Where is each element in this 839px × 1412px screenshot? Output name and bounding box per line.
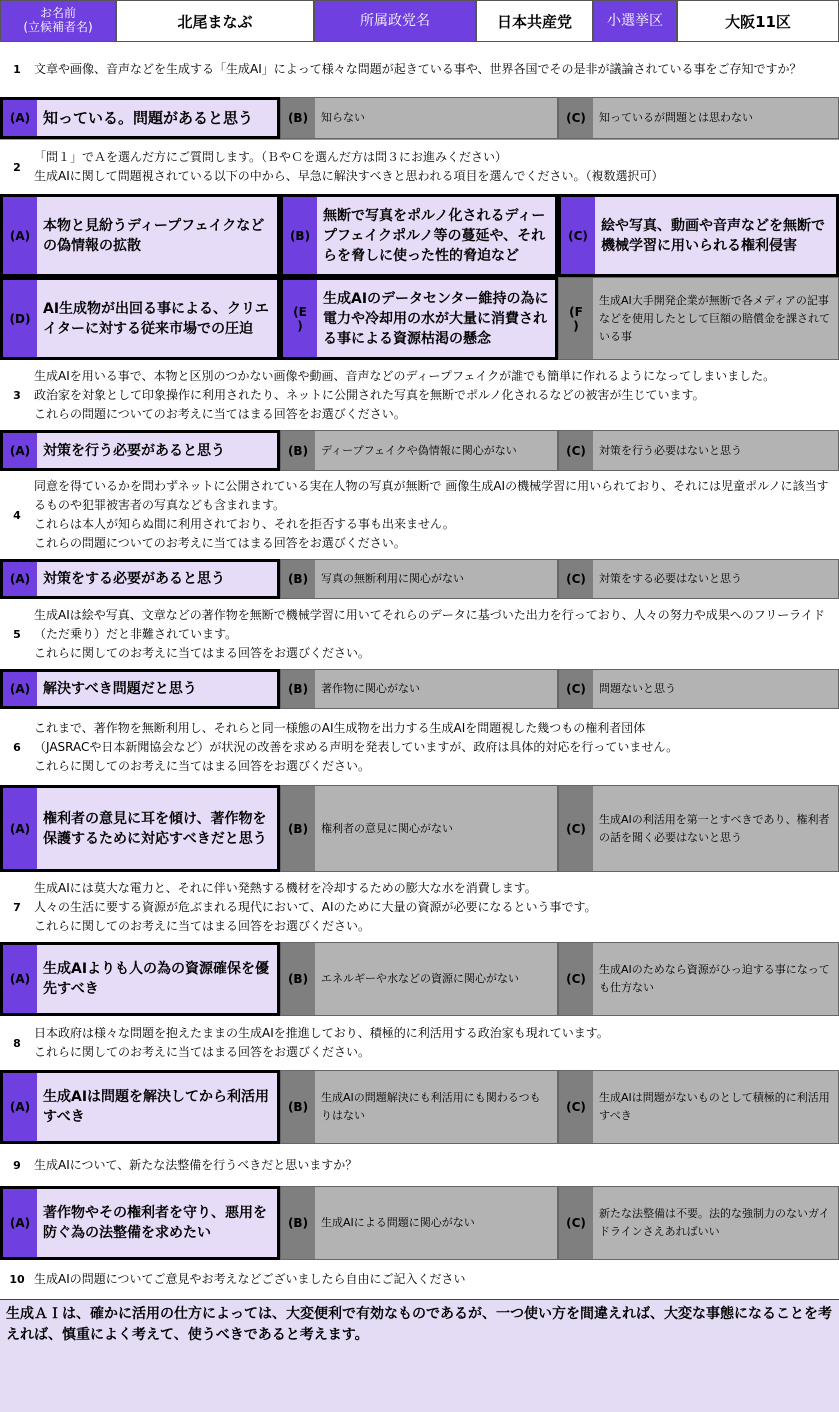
answer-option[interactable]: [558, 1186, 839, 1260]
answers-3: [0, 430, 839, 471]
option-letter: (B): [281, 1187, 315, 1259]
party-label: 所属政党名: [314, 0, 476, 42]
option-text: AI生成物が出回る事による、クリエイターに対する従来市場での圧迫: [37, 280, 277, 357]
answer-option[interactable]: [280, 97, 558, 139]
answer-option[interactable]: [0, 194, 280, 277]
option-text: 知っているが問題とは思わない: [593, 98, 838, 138]
answers-9: [0, 1186, 839, 1260]
option-letter: (C): [561, 197, 595, 274]
question-1: [0, 42, 839, 97]
party-name: 日本共産党: [476, 0, 593, 42]
answer-option[interactable]: [0, 97, 280, 139]
question-text: 生成AIについて、新たな法整備を行うべきだと思いますか？: [34, 1157, 358, 1172]
district-name: 大阪11区: [677, 0, 839, 42]
option-text: 対策をする必要はないと思う: [593, 560, 838, 598]
answers-1: [0, 97, 839, 139]
option-text: 解決すべき問題だと思う: [37, 672, 277, 706]
option-letter: (A): [3, 100, 37, 136]
question-7: [0, 872, 839, 942]
option-text: 知らない: [315, 98, 557, 138]
option-text: 知っている。問題があると思う: [37, 100, 277, 136]
option-letter: (B): [281, 670, 315, 708]
question-number: 8: [13, 1036, 21, 1050]
answer-option[interactable]: [280, 1070, 558, 1144]
option-letter: (B): [281, 98, 315, 138]
answer-option[interactable]: [0, 1070, 280, 1144]
answer-option[interactable]: [558, 277, 839, 360]
answer-option[interactable]: [558, 669, 839, 709]
answers-2-top: [0, 194, 839, 277]
option-letter: (B): [281, 943, 315, 1015]
option-letter: (B): [281, 786, 315, 871]
option-letter: (B): [281, 560, 315, 598]
option-letter: (C): [559, 98, 593, 138]
option-text: 著作物に関心がない: [315, 670, 557, 708]
answer-option[interactable]: [558, 785, 839, 872]
option-text: 生成AIのためなら資源がひっ迫する事になっても仕方ない: [593, 943, 838, 1015]
answer-option[interactable]: [558, 430, 839, 471]
option-text: 著作物やその権利者を守り、悪用を防ぐ為の法整備を求めたい: [37, 1189, 277, 1257]
question-number: 2: [13, 160, 21, 174]
option-text: 写真の無断利用に関心がない: [315, 560, 557, 598]
candidate-name: 北尾まなぶ: [116, 0, 314, 42]
option-text: 生成AIは問題がないものとして積極的に利活用すべき: [593, 1071, 838, 1143]
option-text: 対策をする必要があると思う: [37, 562, 277, 596]
answer-option[interactable]: [280, 1186, 558, 1260]
answer-option[interactable]: [0, 277, 280, 360]
option-text: エネルギーや水などの資源に関心がない: [315, 943, 557, 1015]
option-text: 生成AIは問題を解決してから利活用すべき: [37, 1073, 277, 1141]
option-letter: (A): [3, 1189, 37, 1257]
question-text: 文章や画像、音声などを生成する「生成AI」によって様々な問題が起きている事や、世界各国でその是非が議論されている事をご存知ですか？: [34, 62, 802, 76]
option-letter: (A): [3, 197, 37, 274]
answers-5: [0, 669, 839, 709]
option-text: 無断で写真をポルノ化されるディープフェイクポルノ等の蔓延や、それらを脅しに使った性的脅迫など: [317, 197, 555, 274]
question-number: 5: [13, 627, 21, 641]
answer-option[interactable]: [0, 430, 280, 471]
question-3: [0, 360, 839, 430]
question-9: [0, 1144, 839, 1186]
question-text: 生成AIの問題についてご意見やお考えなどございましたら自由にご記入ください: [34, 1272, 466, 1286]
answer-option[interactable]: [280, 194, 558, 277]
answer-option[interactable]: [280, 942, 558, 1016]
option-letter: (A): [3, 945, 37, 1013]
option-letter: (B): [281, 431, 315, 470]
district-label: 小選挙区: [593, 0, 677, 42]
question-text: 生成AIを用いる事で、本物と区別のつかない画像や動画、音声などのディープフェイクが誰でも簡単に作れるようになってしまいました。 政治家を対象として印象操作に利用されたり、ネットに公開された写真を無断でポルノ化されるなどの被害が生じています。 これらの問題についてのお考えに当てはまる回答をお選びください。: [34, 368, 776, 421]
question-number: 9: [13, 1158, 21, 1172]
option-letter: (B): [281, 1071, 315, 1143]
answers-6: [0, 785, 839, 872]
option-letter: (D): [3, 280, 37, 357]
option-text: 本物と見紛うディープフェイクなどの偽情報の拡散: [37, 197, 277, 274]
option-letter: (B): [283, 197, 317, 274]
question-6: [0, 709, 839, 785]
question-number: 1: [13, 63, 21, 76]
answer-option[interactable]: [558, 942, 839, 1016]
option-letter: (A): [3, 562, 37, 596]
answers-2-bottom: [0, 277, 839, 360]
answers-7: [0, 942, 839, 1016]
question-text: 同意を得ているかを問わずネットに公開されている実在人物の写真が無断で 画像生成AIの機械学習に用いられており、それには児童ポルノに該当するものや犯罪被害者の写真なども含まれます。 これらは本人が知らぬ間に利用されており、それを拒否する事も出来ません。 これらの問題についてのお考えに当てはまる回答をお選びください。: [34, 479, 829, 550]
question-text: 生成AIは絵や写真、文章などの著作物を無断で機械学習に用いてそれらのデータに基づいた出力を行っており、人々の努力や成果へのフリーライド（ただ乗り）だと非難されています。 これらに関してのお考えに当てはまる回答をお選びください。: [34, 607, 825, 660]
option-text: 絵や写真、動画や音声などを無断で機械学習に用いられる権利侵害: [595, 197, 836, 274]
option-letter: (C): [559, 560, 593, 598]
answer-option[interactable]: [280, 785, 558, 872]
option-text: 生成AIのデータセンター維持の為に電力や冷却用の水が大量に消費される事による資源枯渇の懸念: [317, 280, 555, 357]
answer-option[interactable]: [0, 1186, 280, 1260]
option-letter: (A): [3, 788, 37, 869]
option-text: 生成AIの利活用を第一とすべきであり、権利者の話を聞く必要はないと思う: [593, 786, 838, 871]
option-text: 問題ないと思う: [593, 670, 838, 708]
option-letter: (C): [559, 1187, 593, 1259]
answers-8: [0, 1070, 839, 1144]
option-letter: (C): [559, 786, 593, 871]
answer-option[interactable]: [0, 559, 280, 599]
question-number: 4: [13, 508, 21, 522]
question-10: [0, 1260, 839, 1299]
option-text: 生成AIの問題解決にも利活用にも関わるつもりはない: [315, 1071, 557, 1143]
option-letter: (F ): [559, 278, 593, 359]
answers-4: [0, 559, 839, 599]
answer-option[interactable]: [0, 785, 280, 872]
option-text: 権利者の意見に関心がない: [315, 786, 557, 871]
option-letter: (C): [559, 943, 593, 1015]
option-letter: (E ): [283, 280, 317, 357]
answer-option[interactable]: [0, 942, 280, 1016]
option-letter: (A): [3, 433, 37, 468]
option-text: 対策を行う必要はないと思う: [593, 431, 838, 470]
answer-option[interactable]: [558, 1070, 839, 1144]
question-5: [0, 599, 839, 669]
answer-option[interactable]: [280, 559, 558, 599]
answer-option[interactable]: [558, 97, 839, 139]
option-text: 生成AI大手開発企業が無断で各メディアの記事などを使用したとして巨額の賠償金を課されている事: [593, 278, 838, 359]
answer-option[interactable]: [280, 277, 558, 360]
answer-option[interactable]: [0, 669, 280, 709]
answer-option[interactable]: [558, 559, 839, 599]
header-row: [0, 0, 839, 42]
option-text: 新たな法整備は不要。法的な強制力のないガイドラインさえあればいい: [593, 1187, 838, 1259]
option-letter: (A): [3, 672, 37, 706]
question-2: [0, 139, 839, 194]
answer-option[interactable]: [280, 430, 558, 471]
option-text: ディープフェイクや偽情報に関心がない: [315, 431, 557, 470]
option-text: 生成AIによる問題に関心がない: [315, 1187, 557, 1259]
question-number: 6: [13, 740, 21, 754]
name-label: お名前 (立候補者名): [0, 0, 116, 42]
question-text: 生成AIには莫大な電力と、それに伴い発熱する機材を冷却するための膨大な水を消費します。 人々の生活に要する資源が危ぶまれる現代において、AIのために大量の資源が必要になるという事です。 これらに関してのお考えに当てはまる回答をお選びください。: [34, 880, 597, 933]
option-letter: (C): [559, 1071, 593, 1143]
question-number: 3: [13, 388, 21, 402]
answer-option[interactable]: [280, 669, 558, 709]
question-text: 日本政府は様々な問題を抱えたままの生成AIを推進しており、積極的に利活用する政治家も現れています。 これらに関してのお考えに当てはまる回答をお選びください。: [34, 1026, 609, 1059]
question-8: [0, 1016, 839, 1070]
answer-option[interactable]: [558, 194, 839, 277]
free-comment-field[interactable]: 生成ＡＩは、確かに活用の仕方によっては、大変便利で有効なものであるが、一つ使い方を間違えれば、大変な事態になることを考えれば、慎重によく考えて、使うべきであると考えます。: [0, 1299, 839, 1412]
option-text: 生成AIよりも人の為の資源確保を優先すべき: [37, 945, 277, 1013]
question-text: 「問１」でＡを選んだ方にご質問します。（ＢやＣを選んだ方は問３にお進みください） 生成AIに関して問題視されている以下の中から、早急に解決すべきと思われる項目を選んでください。（複数選択可）: [34, 150, 664, 183]
question-number: 10: [9, 1273, 25, 1286]
option-text: 権利者の意見に耳を傾け、著作物を保護するために対応すべきだと思う: [37, 788, 277, 869]
option-letter: (C): [559, 670, 593, 708]
question-text: これまで、著作物を無断利用し、それらと同一様態のAI生成物を出力する生成AIを問題視した幾つもの権利者団体 （JASRACや日本新聞協会など）が状況の改善を求める声明を発表していますが、政府は具体的対応を行っていません。 これらに関してのお考えに当てはまる回答をお選びください。: [34, 720, 679, 773]
option-letter: (C): [559, 431, 593, 470]
question-4: [0, 471, 839, 559]
option-letter: (A): [3, 1073, 37, 1141]
option-text: 対策を行う必要があると思う: [37, 433, 277, 468]
question-number: 7: [13, 900, 21, 914]
